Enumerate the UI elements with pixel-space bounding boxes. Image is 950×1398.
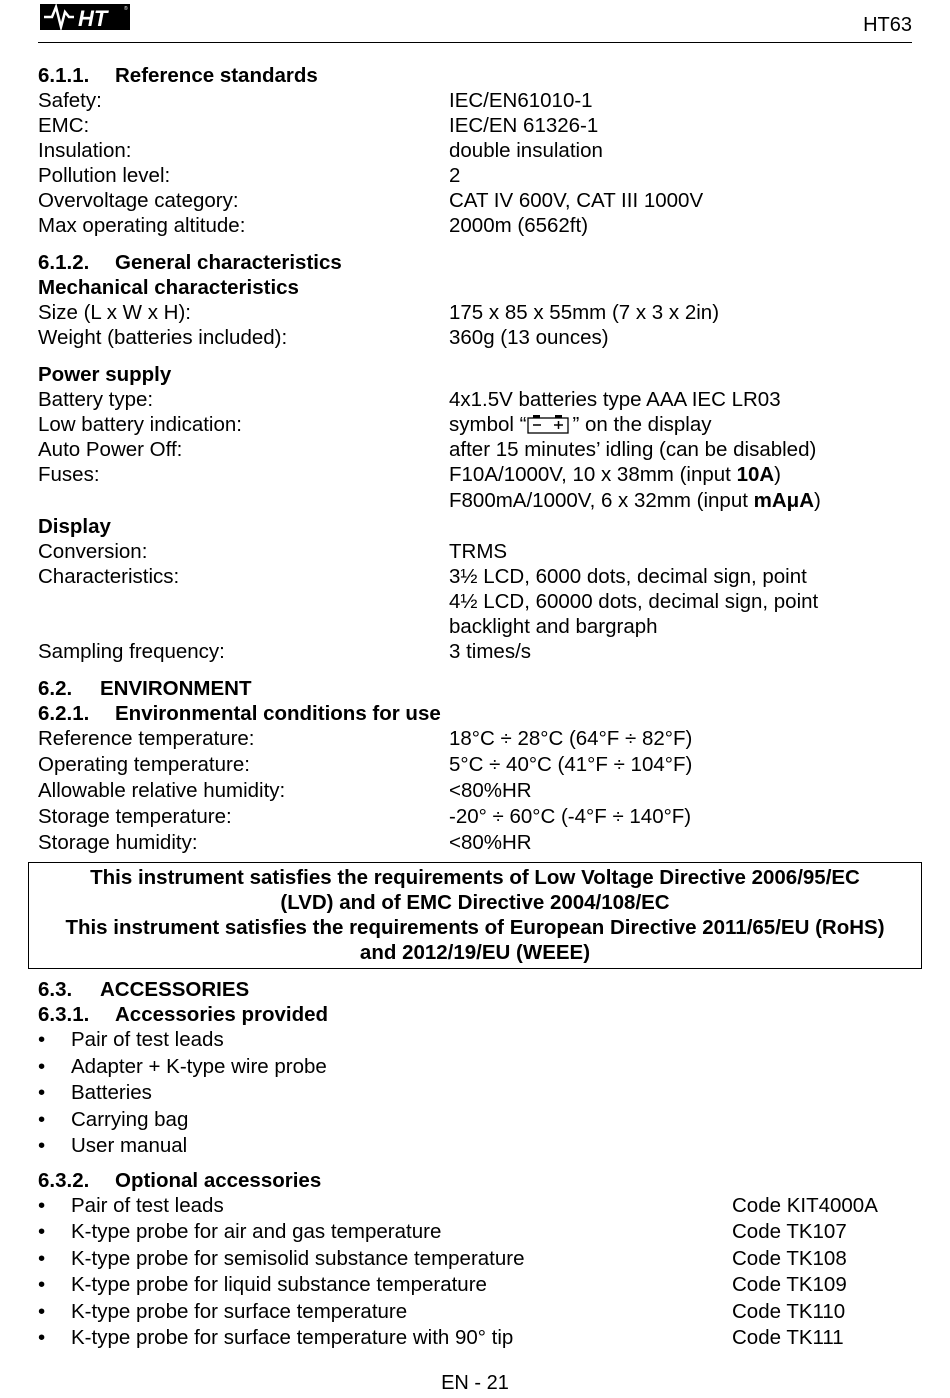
spec-row: Fuses: F10A/1000V, 10 x 38mm (input 10A) — [38, 463, 781, 486]
spec-row: 4½ LCD, 60000 dots, decimal sign, point — [449, 590, 819, 613]
list-item: • Carrying bag — [38, 1107, 189, 1131]
power-supply-heading: Power supply — [38, 363, 172, 386]
mechanical-heading: Mechanical characteristics — [38, 276, 299, 299]
spec-row: Operating temperature: 5°C ÷ 40°C (41°F ÷ 104°F) — [38, 753, 693, 776]
spec-row: EMC: IEC/EN 61326-1 — [38, 114, 599, 137]
page-number: EN - 21 — [441, 1372, 509, 1394]
spec-row: Pollution level: 2 — [38, 164, 461, 187]
list-item: • K-type probe for liquid substance temperature Code TK109 — [38, 1273, 847, 1296]
spec-row: Max operating altitude: 2000m (6562ft) — [38, 214, 589, 237]
notice-line: This instrument satisfies the requirements of European Directive 2011/65/EU (RoHS) — [65, 916, 885, 939]
page-content — [38, 63, 912, 1352]
heading-6-2: 6.2. ENVIRONMENT — [38, 677, 252, 700]
page-header — [38, 0, 912, 43]
spec-row: Storage humidity: <80%HR — [38, 831, 532, 854]
list-item: • Batteries — [38, 1081, 152, 1104]
spec-row: Allowable relative humidity: <80%HR — [38, 779, 532, 802]
battery-icon — [527, 414, 571, 434]
list-item: • K-type probe for air and gas temperature Code TK107 — [38, 1220, 847, 1243]
list-item: • Pair of test leads Code KIT4000A — [38, 1193, 878, 1217]
spec-row: Battery type: 4x1.5V batteries type AAA IEC LR03 — [38, 388, 781, 411]
heading-6-1-2: 6.1.2. General characteristics — [38, 251, 342, 274]
spec-row: Weight (batteries included): 360g (13 ounces) — [38, 326, 609, 349]
notice-line: (LVD) and of EMC Directive 2004/108/EC — [280, 891, 670, 914]
ht-logo — [40, 2, 132, 32]
list-item: • K-type probe for surface temperature with 90° tip Code TK111 — [38, 1326, 844, 1349]
spec-row: Sampling frequency: 3 times/s — [38, 640, 532, 663]
list-item: • K-type probe for semisolid substance temperature Code TK108 — [38, 1246, 847, 1270]
notice-line: and 2012/19/EU (WEEE) — [359, 941, 591, 964]
model-name: HT63 — [863, 14, 912, 36]
heading-6-3: 6.3. ACCESSORIES — [38, 978, 250, 1001]
svg-text:®: ® — [124, 6, 128, 12]
spec-row: Safety: IEC/EN61010-1 — [38, 89, 593, 112]
spec-row: Insulation: double insulation — [38, 139, 603, 162]
compliance-notice-box — [28, 862, 922, 969]
notice-line: This instrument satisfies the requirements of Low Voltage Directive 2006/95/EC — [90, 866, 860, 889]
list-item: • K-type probe for surface temperature Code TK110 — [38, 1299, 846, 1323]
spec-row: F800mA/1000V, 6 x 32mm (input mAμA) — [449, 489, 821, 512]
spec-row: Auto Power Off: after 15 minutes’ idling (can be disabled) — [38, 438, 817, 461]
list-item: • Pair of test leads — [38, 1028, 224, 1051]
heading-6-3-1: 6.3.1. Accessories provided — [38, 1003, 329, 1026]
spec-row: Conversion: TRMS — [38, 540, 508, 563]
display-heading: Display — [38, 515, 111, 538]
spec-row: Characteristics: 3½ LCD, 6000 dots, decimal sign, point — [38, 565, 807, 588]
spec-row: Low battery indication: symbol “ ” on the display — [38, 413, 712, 436]
spec-row: Overvoltage category: CAT IV 600V, CAT III 1000V — [38, 189, 704, 212]
svg-text:HT: HT — [78, 6, 108, 31]
list-item: • User manual — [38, 1134, 188, 1157]
heading-6-1-1: 6.1.1. Reference standards — [38, 64, 318, 87]
spec-row: backlight and bargraph — [449, 615, 658, 638]
list-item: • Adapter + K-type wire probe — [38, 1054, 327, 1078]
spec-row: Storage temperature: -20° ÷ 60°C (-4°F ÷ 140°F) — [38, 805, 692, 828]
heading-6-2-1: 6.2.1. Environmental conditions for use — [38, 702, 441, 725]
spec-row: Reference temperature: 18°C ÷ 28°C (64°F ÷ 82°F) — [38, 727, 693, 750]
heading-6-3-2: 6.3.2. Optional accessories — [38, 1168, 322, 1192]
spec-row: Size (L x W x H): 175 x 85 x 55mm (7 x 3 x 2in) — [38, 301, 720, 324]
